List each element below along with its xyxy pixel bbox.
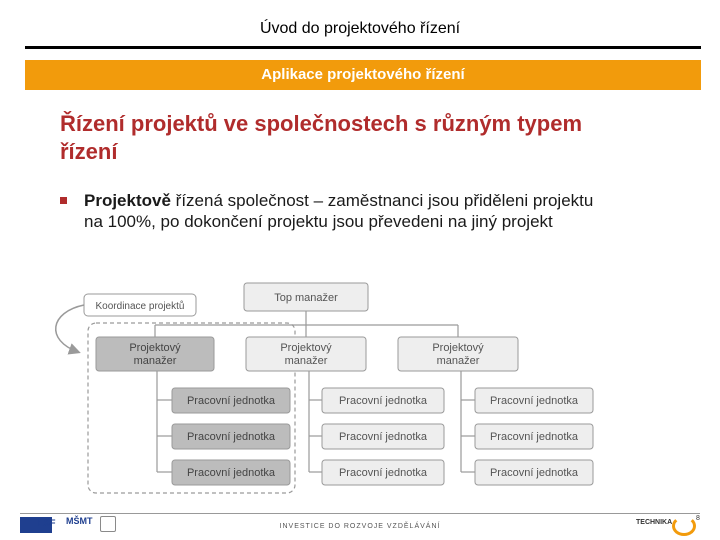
footer-text: INVESTICE DO ROZVOJE VZDĚLÁVÁNÍ [279,523,441,530]
coordination-label: Koordinace projektů [95,301,185,312]
slide-heading: Řízení projektů ve společnostech s různým typem řízení [60,111,583,164]
top-manager-label: Top manažer [274,292,338,304]
project-manager-1-line1: Projektový [129,342,181,354]
bullet-description: řízená společnost – zaměstnanci jsou přiděleni projektu na 100%, po dokončení projektu jsou převedeni na jiný projekt [84,191,594,231]
work-unit-2-3 [322,460,444,485]
work-unit-label: Pracovní jednotka [186,431,276,443]
work-unit-3-1 [475,388,593,413]
work-unit-label: Pracovní jednotka [186,467,276,479]
slide-header-title: Úvod do projektového řízení [259,20,461,37]
work-unit-2-2 [322,424,444,449]
work-unit-label: Pracovní jednotka [338,395,428,407]
page-number: 8 [696,515,700,522]
work-unit-label: Pracovní jednotka [489,467,579,479]
work-unit-label: Pracovní jednotka [338,431,428,443]
work-unit-label: Pracovní jednotka [186,395,276,407]
partner-swirl-icon [672,516,696,536]
ministry-logo-text: MŠMT [66,516,93,526]
project-manager-2 [246,337,366,371]
esf-logo-text: ESF [38,518,56,528]
coordination-arrow [56,305,84,352]
project-manager-2-line2: manažer [284,355,328,367]
work-unit-2-1 [322,388,444,413]
partner-logo-text: TECHNIKA [636,519,673,526]
project-manager-3-line2: manažer [436,355,480,367]
work-unit-label: Pracovní jednotka [489,395,579,407]
project-manager-1-line2: manažer [133,355,177,367]
work-unit-1-2 [172,424,290,449]
work-unit-3-2 [475,424,593,449]
work-unit-3-3 [475,460,593,485]
work-unit-label: Pracovní jednotka [489,431,579,443]
project-manager-1 [96,337,214,371]
project-manager-2-line1: Projektový [280,342,332,354]
project-manager-3 [398,337,518,371]
work-unit-1-1 [172,388,290,413]
footer-divider [20,513,700,514]
project-manager-3-line1: Projektový [432,342,484,354]
bullet-bold-term: Projektově [84,191,171,210]
section-banner: Aplikace projektového řízení [25,60,701,90]
work-unit-label: Pracovní jednotka [338,467,428,479]
work-unit-1-3 [172,460,290,485]
